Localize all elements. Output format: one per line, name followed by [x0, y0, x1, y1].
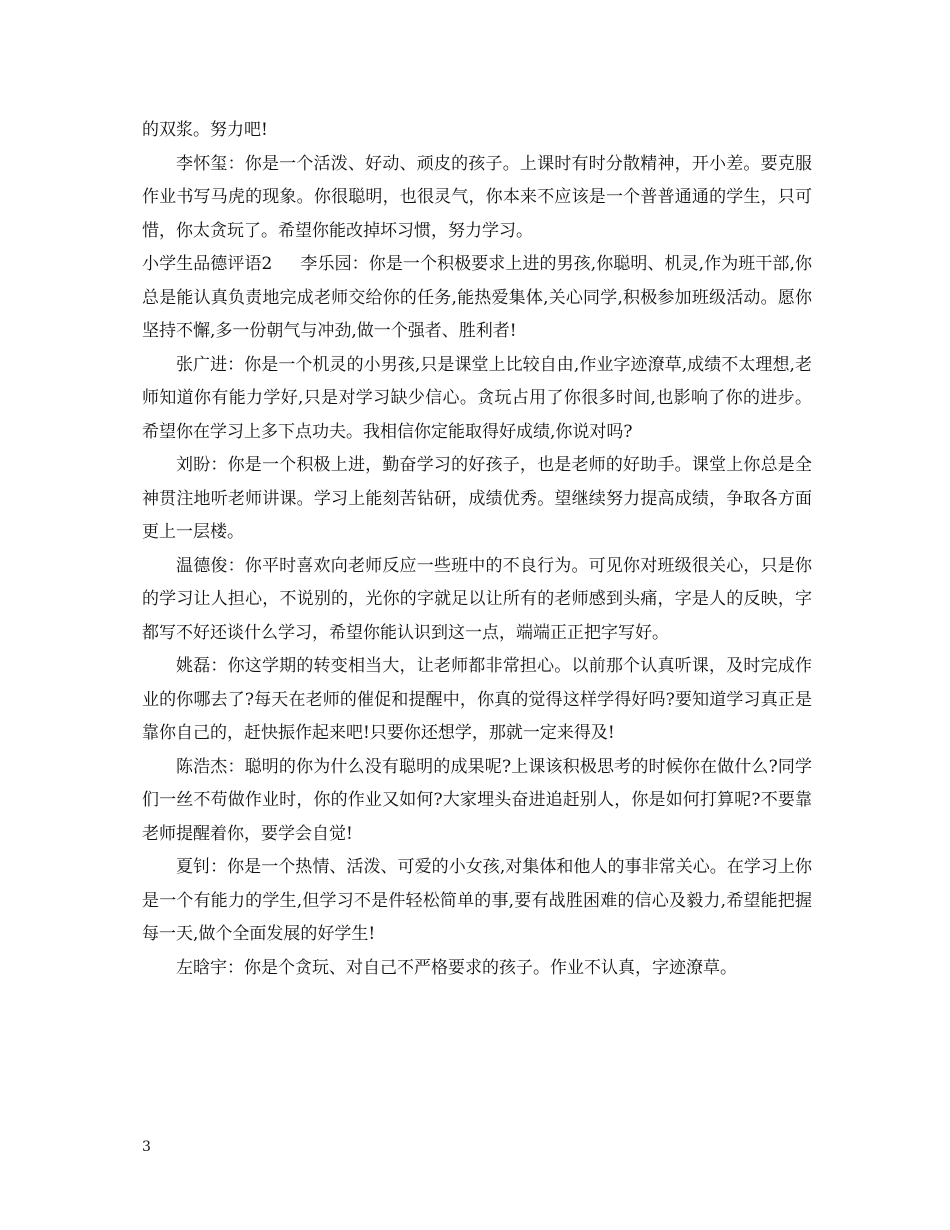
paragraph: 姚磊：你这学期的转变相当大，让老师都非常担心。以前那个认真听课，及时完成作业的你哪去了?每天在老师的催促和提醒中，你真的觉得这样学得好吗?要知道学习真正是靠你自己的，赶快振作起来吧!只要你还想学，那就一定来得及! — [142, 656, 812, 743]
paragraph: 李怀玺：你是一个活泼、好动、顽皮的孩子。上课时有时分散精神，开小差。要克服作业书写马虎的现象。你很聪明，也很灵气，你本来不应该是一个普普通通的学生，只可惜，你太贪玩了。希望你能改掉坏习惯，努力学习。 — [142, 153, 812, 241]
paragraph: 张广进：你是一个机灵的小男孩,只是课堂上比较自由,作业字迹潦草,成绩不太理想,老师知道你有能力学好,只是对学习缺少信心。贪玩占用了你很多时间,也影响了你的进步。希望你在学习上多下点功夫。我相信你定能取得好成绩,你说对吗? — [142, 354, 812, 442]
document-body — [142, 114, 812, 985]
paragraph: 的双浆。努力吧! — [142, 120, 268, 140]
paragraph-with-heading — [142, 248, 812, 349]
paragraph: 刘盼：你是一个积极上进，勤奋学习的好孩子，也是老师的好助手。课堂上你总是全神贯注地听老师讲课。学习上能刻苦钻研，成绩优秀。望继续努力提高成绩，争取各方面更上一层楼。 — [142, 455, 812, 542]
section-heading: 小学生品德评语2 — [142, 254, 273, 274]
paragraph: 左晗宇：你是个贪玩、对自己不严格要求的孩子。作业不认真，字迹潦草。 — [176, 957, 737, 978]
paragraph: 温德俊：你平时喜欢向老师反应一些班中的不良行为。可见你对班级很关心，只是你的学习让人担心，不说别的，光你的字就足以让所有的老师感到头痛，字是人的反映，字都写不好还谈什么学习，希望你能认识到这一点，端端正正把字写好。 — [142, 555, 812, 643]
page-number: 3 — [142, 1139, 151, 1155]
paragraph: 陈浩杰：聪明的你为什么没有聪明的成果呢?上课该积极思考的时候你在做什么?同学们一丝不苟做作业时，你的作业又如何?大家埋头奋进追赶别人，你是如何打算呢?不要靠老师提醒着你，要学会自觉! — [142, 756, 812, 844]
paragraph-text: 李乐园：你是一个积极要求上进的男孩,你聪明、机灵,作为班干部,你总是能认真负责地完成老师交给你的任务,能热爱集体,关心同学,积极参加班级活动。愿你坚持不懈,多一份朝气与冲劲,做一个强者、胜利者! — [142, 254, 812, 341]
paragraph: 夏钊：你是一个热情、活泼、可爱的小女孩,对集体和他人的事非常关心。在学习上你是一个有能力的学生,但学习不是件轻松简单的事,要有战胜困难的信心及毅力,希望能把握每一天,做个全面发展的好学生! — [142, 857, 812, 944]
